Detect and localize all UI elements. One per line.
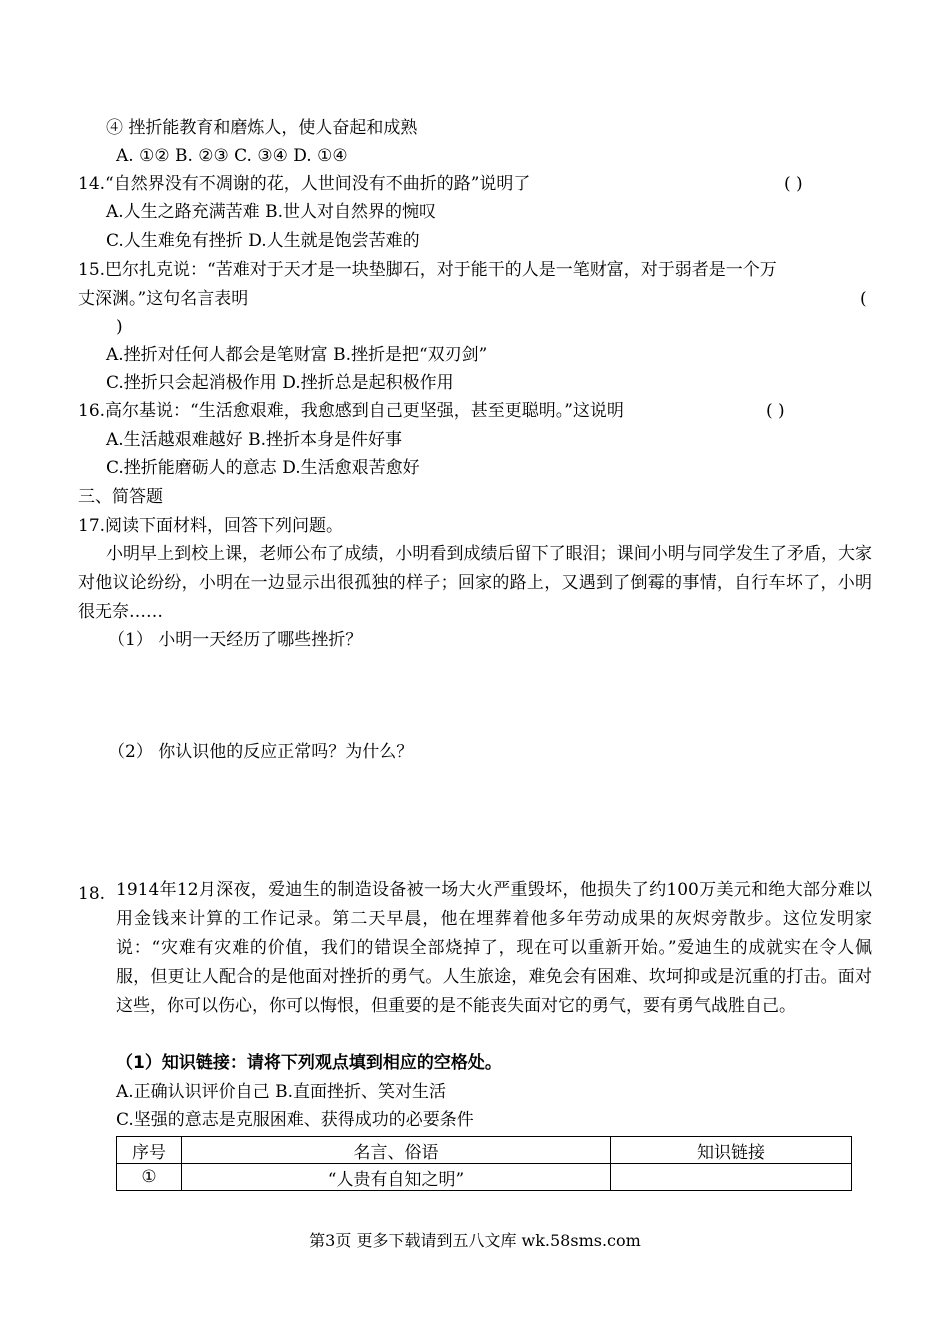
table-header-row bbox=[117, 1137, 852, 1164]
section-title: 三、简答题 bbox=[78, 487, 163, 507]
q16-options-row2: C.挫折能磨砺人的意志 D.生活愈艰苦愈好 bbox=[106, 458, 420, 478]
q15-bracket-close: ) bbox=[116, 317, 123, 337]
table-row bbox=[117, 1164, 852, 1191]
q18-sub1: （1）知识链接：请将下列观点填到相应的空格处。 bbox=[116, 1053, 502, 1073]
q15-stem-line1: 15.巴尔扎克说：“苦难对于天才是一块垫脚石，对于能干的人是一笔财富，对于弱者是一个万 bbox=[78, 260, 777, 280]
q15-stem-line2: 丈深渊。”这句名言表明 bbox=[78, 289, 249, 309]
q15-options-row2: C.挫折只会起消极作用 D.挫折总是起积极作用 bbox=[106, 373, 454, 393]
q18-opt-ab: A.正确认识评价自己 B.直面挫折、笑对生活 bbox=[116, 1082, 446, 1102]
q13-options: A. ①② B. ②③ C. ③④ D. ①④ bbox=[116, 146, 348, 166]
q16-stem: 16.高尔基说：“生活愈艰难，我愈感到自己更坚强，甚至更聪明。”这说明 bbox=[78, 401, 624, 421]
table-header-cell: 序号 bbox=[117, 1137, 182, 1164]
knowledge-link-table bbox=[116, 1136, 852, 1191]
table-header-cell: 名言、俗语 bbox=[182, 1137, 611, 1164]
table-header-cell: 知识链接 bbox=[611, 1137, 852, 1164]
q18-material: 1914年12月深夜，爱迪生的制造设备被一场大火严重毁坏，他损失了约100万美元和绝大部分难以用金钱来计算的工作记录。第二天早晨，他在埋葬着他多年劳动成果的灰烬旁散步。这位发明家说：“灾难有灾难的价值，我们的错误全部烧掉了，现在可以重新开始。”爱迪生的成就实在令人佩服，但更让人配合的是他面对挫折的勇气。人生旅途，难免会有困难、坎坷抑或是沉重的打击。面对这些，你可以伤心，你可以悔恨，但重要的是不能丧失面对它的勇气，要有勇气战胜自己。 bbox=[116, 880, 872, 1016]
q14-stem: 14.“自然界没有不凋谢的花，人世间没有不曲折的路”说明了 bbox=[78, 174, 531, 194]
page-footer: 第3页 更多下载请到五八文库 wk.58sms.com bbox=[309, 1231, 641, 1250]
q15-options-row1: A.挫折对任何人都会是笔财富 B.挫折是把“双刃剑” bbox=[106, 345, 488, 365]
table-cell: “人贵有自知之明” bbox=[182, 1164, 611, 1191]
q16-bracket: ( ) bbox=[766, 401, 785, 421]
q17-material: 小明早上到校上课，老师公布了成绩，小明看到成绩后留下了眼泪；课间小明与同学发生了矛盾，大家对他议论纷纷，小明在一边显示出很孤独的样子；回家的路上，又遇到了倒霉的事情，自行车坏了，小明很无奈…… bbox=[78, 544, 872, 622]
q18-number: 18. bbox=[78, 884, 106, 904]
q14-options-row2: C.人生难免有挫折 D.人生就是饱尝苦难的 bbox=[106, 231, 420, 251]
q17-stem: 17.阅读下面材料，回答下列问题。 bbox=[78, 516, 344, 536]
q18-opt-c: C.坚强的意志是克服困难、获得成功的必要条件 bbox=[116, 1110, 474, 1130]
table-cell[interactable] bbox=[611, 1164, 852, 1191]
q15-bracket-open: ( bbox=[860, 289, 867, 309]
table-cell: ① bbox=[117, 1164, 182, 1191]
q14-options-row1: A.人生之路充满苦难 B.世人对自然界的惋叹 bbox=[106, 202, 436, 222]
q16-options-row1: A.生活越艰难越好 B.挫折本身是件好事 bbox=[106, 430, 402, 450]
q14-bracket: ( ) bbox=[784, 174, 803, 194]
q17-sub2: （2） 你认识他的反应正常吗？为什么？ bbox=[108, 742, 414, 762]
q17-sub1: （1） 小明一天经历了哪些挫折？ bbox=[108, 630, 363, 650]
q13-item4: ④ 挫折能教育和磨炼人，使人奋起和成熟 bbox=[106, 118, 418, 138]
